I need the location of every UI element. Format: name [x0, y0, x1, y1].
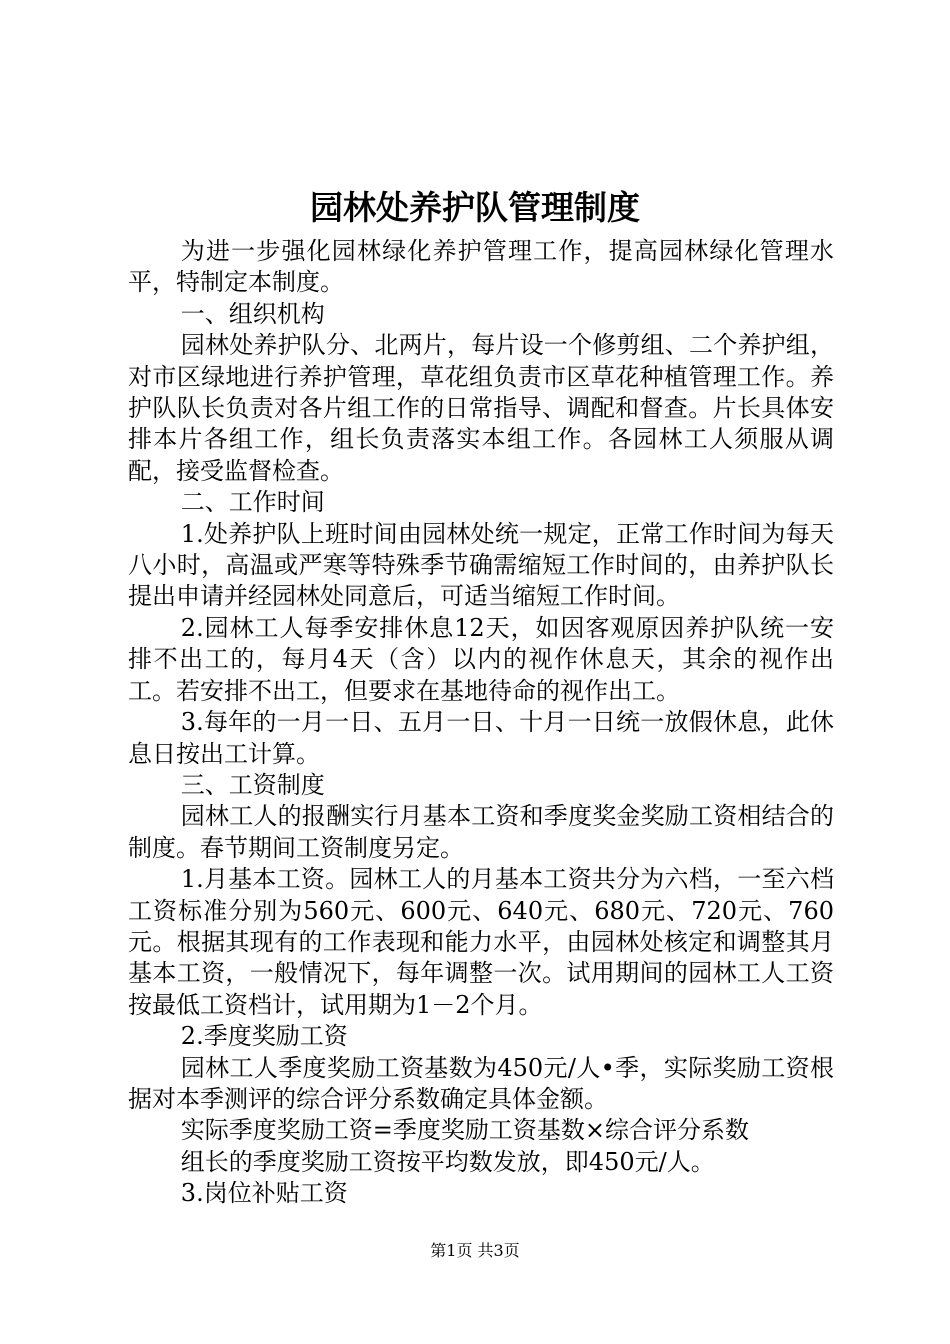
- paragraph-work-time-2: 2.园林工人每季安排休息12天，如因客观原因养护队统一安排不出工的，每月4天（含）以内的视作休息天，其余的视作出工。若安排不出工，但要求在基地待命的视作出工。: [128, 613, 834, 705]
- document-body: [128, 236, 834, 1210]
- paragraph-quarterly-bonus: 园林工人季度奖励工资基数为450元/人•季，实际奖励工资根据对本季测评的综合评分系数确定具体金额。: [128, 1053, 834, 1113]
- paragraph-bonus-formula: 实际季度奖励工资=季度奖励工资基数×综合评分系数: [180, 1116, 750, 1145]
- document-title: 园林处养护队管理制度: [310, 188, 640, 227]
- subheading-position-allowance: 3.岗位补贴工资: [180, 1179, 348, 1208]
- subheading-quarterly-bonus: 2.季度奖励工资: [180, 1022, 348, 1051]
- section-heading-organization: 一、组织机构: [180, 299, 325, 328]
- paragraph-organization: 园林处养护队分、北两片，每片设一个修剪组、二个养护组，对市区绿地进行养护管理，草花组负责市区草花种植管理工作。养护队队长负责对各片组工作的日常指导、调配和督查。片长具体安排本片各组工作，组长负责落实本组工作。各园林工人须服从调配，接受监督检查。: [128, 331, 834, 485]
- section-heading-wage-system: 三、工资制度: [180, 770, 325, 799]
- section-heading-work-time: 二、工作时间: [180, 488, 325, 517]
- paragraph-work-time-1: 1.处养护队上班时间由园林处统一规定，正常工作时间为每天八小时，高温或严寒等特殊季节确需缩短工作时间的，由养护队长提出申请并经园林处同意后，可适当缩短工作时间。: [128, 519, 834, 611]
- paragraph-group-leader-bonus: 组长的季度奖励工资按平均数发放，即450元/人。: [180, 1147, 715, 1176]
- paragraph-monthly-base-wage: 1.月基本工资。园林工人的月基本工资共分为六档，一至六档工资标准分别为560元、600元、640元、680元、720元、760元。根据其现有的工作表现和能力水平，由园林处核定和调整其月基本工资，一般情况下，每年调整一次。试用期间的园林工人工资按最低工资档计，试用期为1－2个月。: [128, 865, 834, 1019]
- paragraph-wage-intro: 园林工人的报酬实行月基本工资和季度奖金奖励工资相结合的制度。春节期间工资制度另定。: [128, 802, 834, 862]
- paragraph-work-time-3: 3.每年的一月一日、五月一日、十月一日统一放假休息，此休息日按出工计算。: [128, 708, 834, 768]
- paragraph-intro: 为进一步强化园林绿化养护管理工作，提高园林绿化管理水平，特制定本制度。: [128, 237, 834, 297]
- page-number-footer: 第1页 共3页: [430, 1241, 520, 1260]
